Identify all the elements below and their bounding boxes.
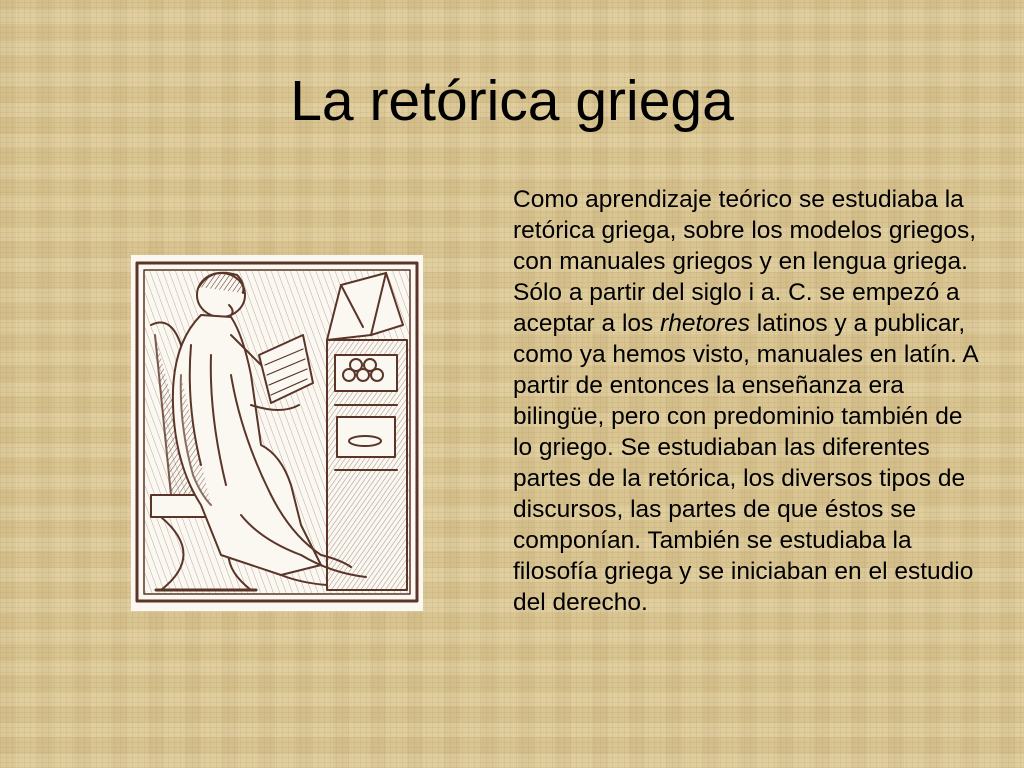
slide-title: La retórica griega: [290, 69, 734, 133]
body-text-italic-term: rhetores: [660, 310, 750, 337]
body-paragraph: [513, 184, 983, 618]
illustration-seated-reader: [131, 255, 423, 611]
body-text-part-1: Como aprendizaje teórico se estudiaba la retórica griega, sobre los modelos griegos, con manuales griegos y en lengua griega. Sólo a partir del siglo i a. C. se empezó a aceptar a los: [513, 186, 977, 337]
body-text-part-2: latinos y a publicar, como ya hemos visto, manuales en latín. A partir de entonces la enseñanza era bilingüe, pero con predominio también de lo griego. Se estudiaban las diferentes partes de la retórica, los diversos tipos de discursos, las partes de que éstos se componían. También se estudiaba la filosofía griega y se iniciaban en el estudio del derecho.: [513, 310, 978, 616]
engraving-image: [131, 255, 423, 611]
